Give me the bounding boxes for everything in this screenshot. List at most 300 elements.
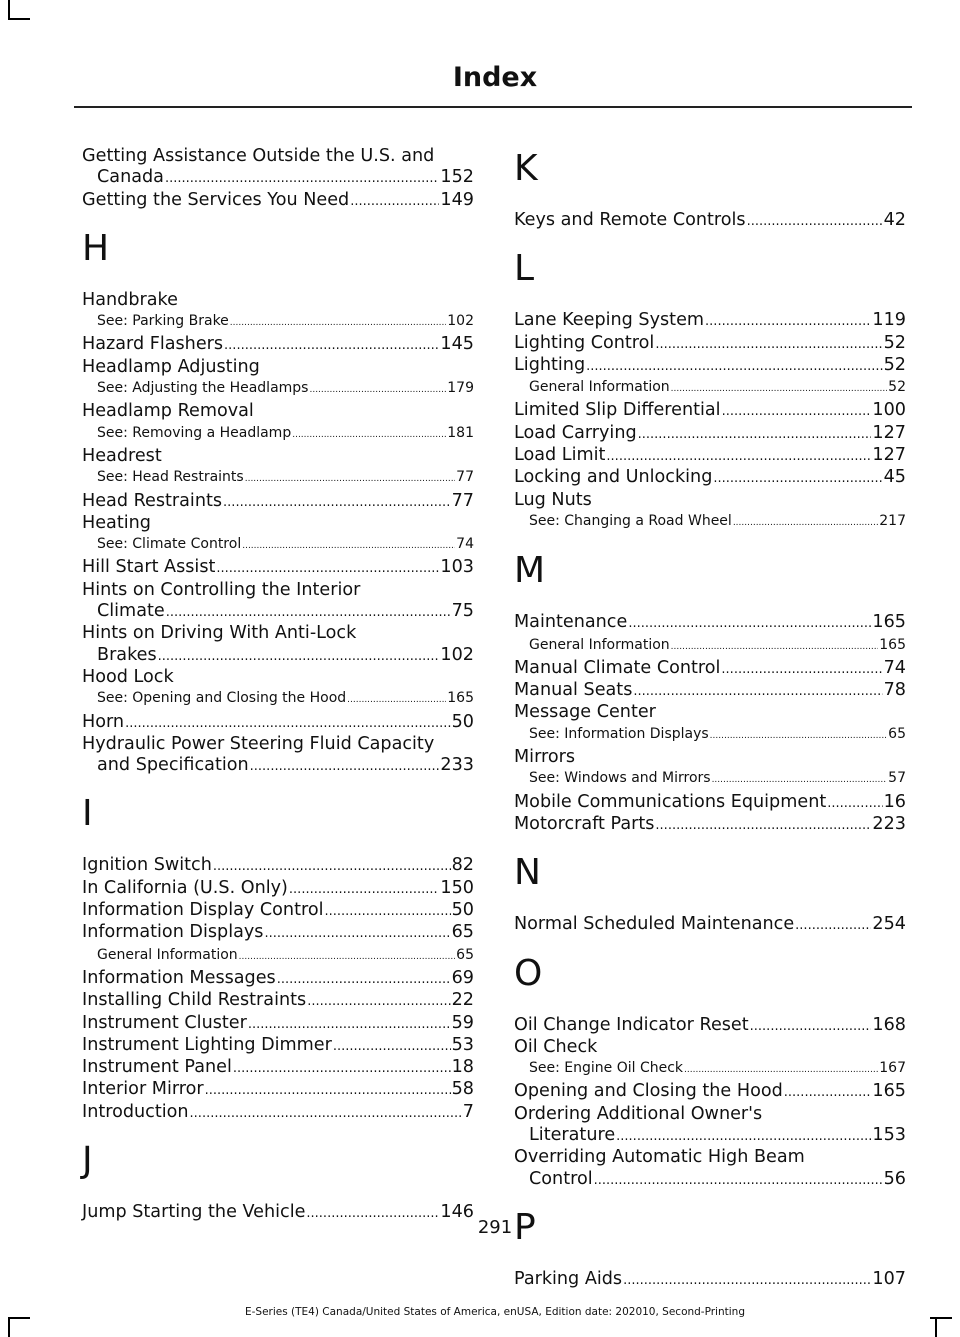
index-entry-text: Parking Aids [514, 1268, 623, 1289]
dot-leader [190, 1103, 462, 1124]
index-subentry-page: 74 [456, 536, 474, 553]
dot-leader [307, 991, 450, 1012]
index-entry [514, 1081, 906, 1103]
index-entry-text: Keys and Remote Controls [514, 210, 746, 230]
index-entry-page: 119 [872, 310, 906, 331]
index-entry [82, 900, 474, 922]
index-entry [82, 1057, 474, 1079]
index-heading-text: Lug Nuts [514, 489, 592, 510]
index-entry-text: Ignition Switch [82, 855, 212, 876]
dot-leader [628, 613, 871, 634]
index-entry-page: 103 [440, 557, 474, 578]
index-entry-page: 65 [451, 922, 474, 943]
index-entry-line [82, 855, 474, 877]
index-entry-text: Lighting Control [514, 332, 655, 353]
index-entry [82, 1102, 474, 1124]
dot-leader [671, 379, 888, 400]
index-entry [514, 914, 906, 936]
index-entry-page: 45 [883, 467, 906, 488]
index-entry-text: Horn [82, 711, 125, 732]
index-entry-page: 153 [872, 1125, 906, 1146]
index-subentry-text: See: Windows and Mirrors [529, 770, 711, 787]
index-entry-line [82, 755, 474, 777]
index-entry [82, 878, 474, 900]
index-heading-line [82, 446, 474, 467]
index-subentry-text: General Information [529, 379, 670, 396]
index-entry-page: 223 [872, 813, 906, 834]
index-entry-text: Hazard Flashers [82, 334, 224, 355]
index-entry-text: Opening and Closing the Hood [514, 1081, 783, 1102]
index-entry-text: Ordering Additional Owner's [514, 1103, 763, 1124]
index-entry [514, 1104, 906, 1148]
dot-leader [710, 726, 888, 747]
index-heading-text: Message Center [514, 702, 656, 723]
dot-leader [722, 401, 872, 422]
index-entry [514, 680, 906, 702]
index-entry-line [514, 310, 906, 332]
index-entry-text: Information Displays [82, 922, 264, 943]
index-entry [514, 1269, 906, 1291]
index-entry-line [514, 792, 906, 814]
index-subentry-text: See: Parking Brake [97, 313, 229, 330]
index-entry-text: Maintenance [514, 612, 628, 633]
dot-leader [248, 1014, 451, 1035]
index-subentry-text: See: Climate Control [97, 536, 242, 553]
index-entry-page: 127 [872, 445, 906, 466]
index-subentry-page: 65 [888, 725, 906, 742]
index-subentry [82, 378, 474, 401]
index-subentry [82, 467, 474, 490]
index-entry-line [82, 734, 474, 755]
index-entry-text: Instrument Panel [82, 1057, 232, 1078]
index-entry-text: Installing Child Restraints [82, 990, 307, 1011]
index-entry-line [514, 210, 906, 232]
index-entry-line [514, 914, 906, 936]
index-entry-page: 16 [883, 791, 906, 812]
dot-leader [638, 424, 872, 445]
page-number: 291 [477, 1217, 513, 1238]
index-heading-text: Mirrors [514, 747, 576, 768]
index-entry [82, 968, 474, 990]
dot-leader [747, 211, 883, 232]
index-subentry-page: 181 [447, 424, 474, 441]
index-entry-page: 168 [872, 1014, 906, 1035]
index-subentry-page: 65 [456, 946, 474, 963]
index-heading [82, 513, 474, 534]
index-subentry [82, 311, 474, 334]
index-entry-page: 102 [440, 644, 474, 665]
index-entry [514, 333, 906, 355]
dot-leader [333, 1036, 451, 1057]
index-entry-text: Manual Seats [514, 680, 633, 701]
index-subentry-text: General Information [97, 946, 238, 963]
index-entry [514, 423, 906, 445]
index-entry-text: and Specification [97, 755, 249, 776]
index-entry [82, 190, 474, 212]
dot-leader [594, 1170, 883, 1191]
index-entry [82, 580, 474, 624]
index-entry-line [82, 1057, 474, 1079]
index-entry-line [514, 814, 906, 836]
index-entry-page: 100 [872, 400, 906, 421]
index-entry-text: Brakes [97, 644, 157, 665]
index-heading [514, 747, 906, 768]
index-entry-line [82, 601, 474, 623]
index-entry-text: Load Carrying [514, 422, 637, 443]
index-entry-line [514, 1081, 906, 1103]
index-entry [82, 623, 474, 667]
index-subentry-text: See: Changing a Road Wheel [529, 512, 732, 529]
index-entry-line [82, 1035, 474, 1057]
header-rule [74, 106, 912, 108]
index-entry [514, 467, 906, 489]
index-entry [82, 1013, 474, 1035]
dot-leader [616, 1126, 871, 1147]
index-entry-page: 50 [451, 900, 474, 921]
index-column-left [82, 146, 474, 1224]
dot-leader [784, 1082, 872, 1103]
index-entry-page: 22 [451, 990, 474, 1011]
index-entry-text: Climate [97, 601, 165, 622]
dot-leader [289, 879, 439, 900]
index-entry-line [514, 1269, 906, 1291]
index-entry-line [514, 355, 906, 377]
section-letter: N [514, 852, 541, 894]
index-entry-text: Control [529, 1168, 593, 1189]
index-entry-page: 150 [440, 877, 474, 898]
index-entry-line [514, 1169, 906, 1191]
index-entry-text: Hydraulic Power Steering Fluid Capacity [82, 733, 435, 754]
index-subentry-page: 217 [879, 512, 906, 529]
index-entry-line [82, 712, 474, 734]
index-entry-line [82, 167, 474, 189]
index-subentry-page: 52 [888, 379, 906, 396]
index-subentry-page: 165 [879, 636, 906, 653]
index-entry-line [82, 146, 474, 167]
dot-leader [712, 770, 888, 791]
index-heading-line [82, 357, 474, 378]
index-entry-line [514, 680, 906, 702]
dot-leader [324, 901, 450, 922]
index-heading-text: Heating [82, 512, 151, 533]
crop-mark [935, 1317, 937, 1337]
index-entry [82, 922, 474, 944]
index-heading-text: Headlamp Removal [82, 401, 254, 422]
index-entry-line [514, 333, 906, 355]
index-entry-page: 127 [872, 422, 906, 443]
index-heading-text: Handbrake [82, 289, 178, 310]
index-heading-text: Headlamp Adjusting [82, 356, 260, 377]
index-entry [514, 310, 906, 332]
index-entry-line [82, 557, 474, 579]
dot-leader [205, 1080, 451, 1101]
dot-leader [125, 713, 451, 734]
index-entry [514, 612, 906, 634]
dot-leader [216, 558, 439, 579]
dot-leader [655, 334, 882, 355]
dot-leader [606, 446, 871, 467]
index-entry [514, 355, 906, 377]
section-letter: J [82, 1139, 93, 1181]
index-subentry-text: See: Opening and Closing the Hood [97, 690, 347, 707]
index-entry-page: 145 [440, 334, 474, 355]
section-letter: K [514, 148, 538, 189]
page-title: Index [452, 62, 538, 93]
index-subentry [514, 511, 906, 534]
index-heading-line [82, 290, 474, 311]
index-entry-page: 107 [872, 1268, 906, 1289]
index-entry [82, 491, 474, 513]
index-subentry [514, 1058, 906, 1081]
section-letter: P [514, 1206, 536, 1248]
index-heading-line [82, 401, 474, 422]
index-subentry-page: 165 [447, 690, 474, 707]
index-subentry [82, 945, 474, 968]
index-entry-line [514, 612, 906, 634]
index-subentry [514, 724, 906, 747]
index-subentry [514, 377, 906, 400]
section-letter: O [514, 952, 543, 994]
index-entry [514, 400, 906, 422]
index-entry-line [82, 334, 474, 356]
index-entry-page: 52 [883, 354, 906, 375]
dot-leader [733, 513, 878, 534]
index-entry-line [82, 580, 474, 601]
index-entry-text: Load Limit [514, 445, 606, 466]
dot-leader [242, 536, 455, 557]
index-heading-text: Hood Lock [82, 666, 174, 687]
index-entry-line [82, 1102, 474, 1124]
index-entry-line [82, 645, 474, 667]
index-entry-page: 50 [451, 711, 474, 732]
dot-leader [264, 923, 450, 944]
index-entry-page: 56 [883, 1168, 906, 1189]
dot-leader [750, 1016, 872, 1037]
index-entry-text: Lane Keeping System [514, 310, 705, 331]
crop-mark [8, 18, 30, 20]
index-heading [514, 1037, 906, 1058]
index-entry-page: 146 [440, 1201, 474, 1222]
index-subentry [82, 688, 474, 711]
index-entry-text: Hints on Controlling the Interior [82, 579, 361, 600]
index-entry-page: 152 [440, 167, 474, 188]
index-entry [82, 334, 474, 356]
index-entry-page: 59 [451, 1012, 474, 1033]
index-entry [514, 1147, 906, 1191]
dot-leader [277, 969, 451, 990]
dot-leader [655, 815, 871, 836]
index-subentry-page: 57 [888, 770, 906, 787]
index-entry-line [82, 623, 474, 644]
index-entry-page: 82 [451, 855, 474, 876]
index-entry-line [82, 922, 474, 944]
index-entry-text: Manual Climate Control [514, 657, 721, 678]
index-entry-line [514, 467, 906, 489]
index-heading-line [82, 513, 474, 534]
index-heading-line [514, 747, 906, 768]
dot-leader [165, 168, 439, 189]
dot-leader [633, 681, 882, 702]
index-subentry-page: 77 [456, 469, 474, 486]
index-subentry [514, 768, 906, 791]
index-entry-text: Hill Start Assist [82, 557, 216, 578]
index-entry-text: Information Display Control [82, 900, 324, 921]
crop-mark [8, 1317, 10, 1337]
index-subentry-text: See: Information Displays [529, 725, 709, 742]
index-entry-line [514, 1015, 906, 1037]
dot-leader [721, 659, 882, 680]
index-heading-line [514, 702, 906, 723]
index-subentry-text: See: Removing a Headlamp [97, 424, 292, 441]
index-subentry [514, 635, 906, 658]
dot-leader [827, 793, 882, 814]
dot-leader [671, 637, 879, 658]
dot-leader [230, 313, 446, 334]
index-heading [514, 490, 906, 511]
index-entry-line [82, 900, 474, 922]
dot-leader [245, 469, 455, 490]
index-entry [82, 557, 474, 579]
index-entry-line [82, 878, 474, 900]
dot-leader [350, 191, 439, 212]
crop-mark [8, 0, 10, 20]
index-entry [514, 210, 906, 232]
dot-leader [623, 1270, 871, 1291]
index-heading [82, 290, 474, 311]
index-heading-line [514, 1037, 906, 1058]
dot-leader [250, 756, 440, 777]
index-subentry-page: 179 [447, 380, 474, 397]
index-entry-line [82, 1079, 474, 1101]
index-subentry-text: See: Adjusting the Headlamps [97, 380, 309, 397]
index-entry-text: Head Restraints [82, 490, 223, 511]
index-heading [82, 357, 474, 378]
dot-leader [586, 356, 882, 377]
index-entry-text: Instrument Lighting Dimmer [82, 1034, 332, 1055]
index-entry-page: 165 [872, 1081, 906, 1102]
index-heading [82, 446, 474, 467]
index-entry-page: 53 [451, 1034, 474, 1055]
index-entry [82, 1079, 474, 1101]
index-subentry-page: 102 [447, 313, 474, 330]
index-entry-page: 233 [440, 755, 474, 776]
index-entry-page: 149 [440, 189, 474, 210]
index-entry-text: Oil Change Indicator Reset [514, 1014, 749, 1035]
index-entry-line [514, 658, 906, 680]
dot-leader [213, 856, 451, 877]
index-entry-line [514, 400, 906, 422]
index-entry-text: Limited Slip Differential [514, 400, 721, 421]
dot-leader [705, 311, 871, 332]
index-entry-text: Instrument Cluster [82, 1012, 247, 1033]
index-entry-page: 7 [462, 1101, 474, 1122]
index-heading [514, 702, 906, 723]
index-entry-text: Information Messages [82, 967, 276, 988]
index-heading-text: Headrest [82, 445, 162, 466]
index-entry-text: Motorcraft Parts [514, 813, 655, 834]
index-entry [82, 712, 474, 734]
dot-leader [239, 947, 456, 968]
index-entry [82, 1035, 474, 1057]
index-entry-page: 18 [451, 1057, 474, 1078]
index-entry-line [82, 1013, 474, 1035]
dot-leader [713, 468, 882, 489]
dot-leader [347, 690, 446, 711]
index-entry-line [514, 1104, 906, 1125]
section-letter: H [82, 227, 110, 269]
index-entry-page: 75 [451, 601, 474, 622]
index-heading-line [82, 667, 474, 688]
edition-footer: E-Series (TE4) Canada/United States of America, enUSA, Edition date: 202010, Second-Printing [244, 1306, 745, 1318]
index-entry [82, 990, 474, 1012]
dot-leader [233, 1058, 451, 1079]
index-entry-page: 165 [872, 612, 906, 633]
index-entry-line [82, 968, 474, 990]
index-entry [514, 658, 906, 680]
index-entry-text: Getting the Services You Need [82, 189, 350, 210]
index-entry-page: 77 [451, 490, 474, 511]
dot-leader [292, 425, 446, 446]
index-entry-text: Canada [97, 167, 164, 188]
index-subentry-text: See: Head Restraints [97, 469, 244, 486]
index-column-right [514, 146, 906, 1291]
index-entry-text: Jump Starting the Vehicle [82, 1201, 306, 1222]
index-entry [82, 855, 474, 877]
index-entry-text: Locking and Unlocking [514, 467, 713, 488]
index-subentry-text: See: Engine Oil Check [529, 1060, 684, 1077]
index-entry-text: Overriding Automatic High Beam [514, 1147, 805, 1168]
dot-leader [684, 1060, 878, 1081]
index-entry-text: Mobile Communications Equipment [514, 791, 827, 812]
index-subentry [82, 534, 474, 557]
index-entry-text: Getting Assistance Outside the U.S. and [82, 146, 435, 166]
index-heading-line [514, 490, 906, 511]
index-heading [82, 667, 474, 688]
index-heading [82, 401, 474, 422]
index-entry-text: Interior Mirror [82, 1079, 204, 1100]
section-letter: M [514, 550, 546, 592]
index-entry-page: 58 [451, 1079, 474, 1100]
index-entry [514, 1015, 906, 1037]
index-entry-page: 52 [883, 332, 906, 353]
index-entry-line [82, 190, 474, 212]
index-entry [514, 445, 906, 467]
index-entry-text: Hints on Driving With Anti-Lock [82, 623, 357, 644]
index-entry-line [514, 1125, 906, 1147]
index-entry-line [514, 423, 906, 445]
index-subentry [82, 423, 474, 446]
dot-leader [223, 492, 451, 513]
index-entry-page: 254 [872, 914, 906, 935]
index-entry [514, 792, 906, 814]
index-entry-text: In California (U.S. Only) [82, 877, 288, 898]
index-subentry-page: 167 [879, 1060, 906, 1077]
index-entry-page: 74 [883, 657, 906, 678]
dot-leader [224, 335, 439, 356]
index-entry-line [82, 990, 474, 1012]
dot-leader [158, 646, 440, 667]
section-letter: I [82, 793, 93, 835]
section-letter: L [514, 248, 535, 290]
index-entry-page: 78 [883, 680, 906, 701]
index-entry-page: 42 [883, 210, 906, 230]
dot-leader [795, 915, 871, 936]
index-entry-line [82, 491, 474, 513]
index-entry [514, 814, 906, 836]
index-entry-text: Literature [529, 1125, 616, 1146]
index-entry [82, 734, 474, 778]
index-entry-text: Introduction [82, 1101, 189, 1122]
